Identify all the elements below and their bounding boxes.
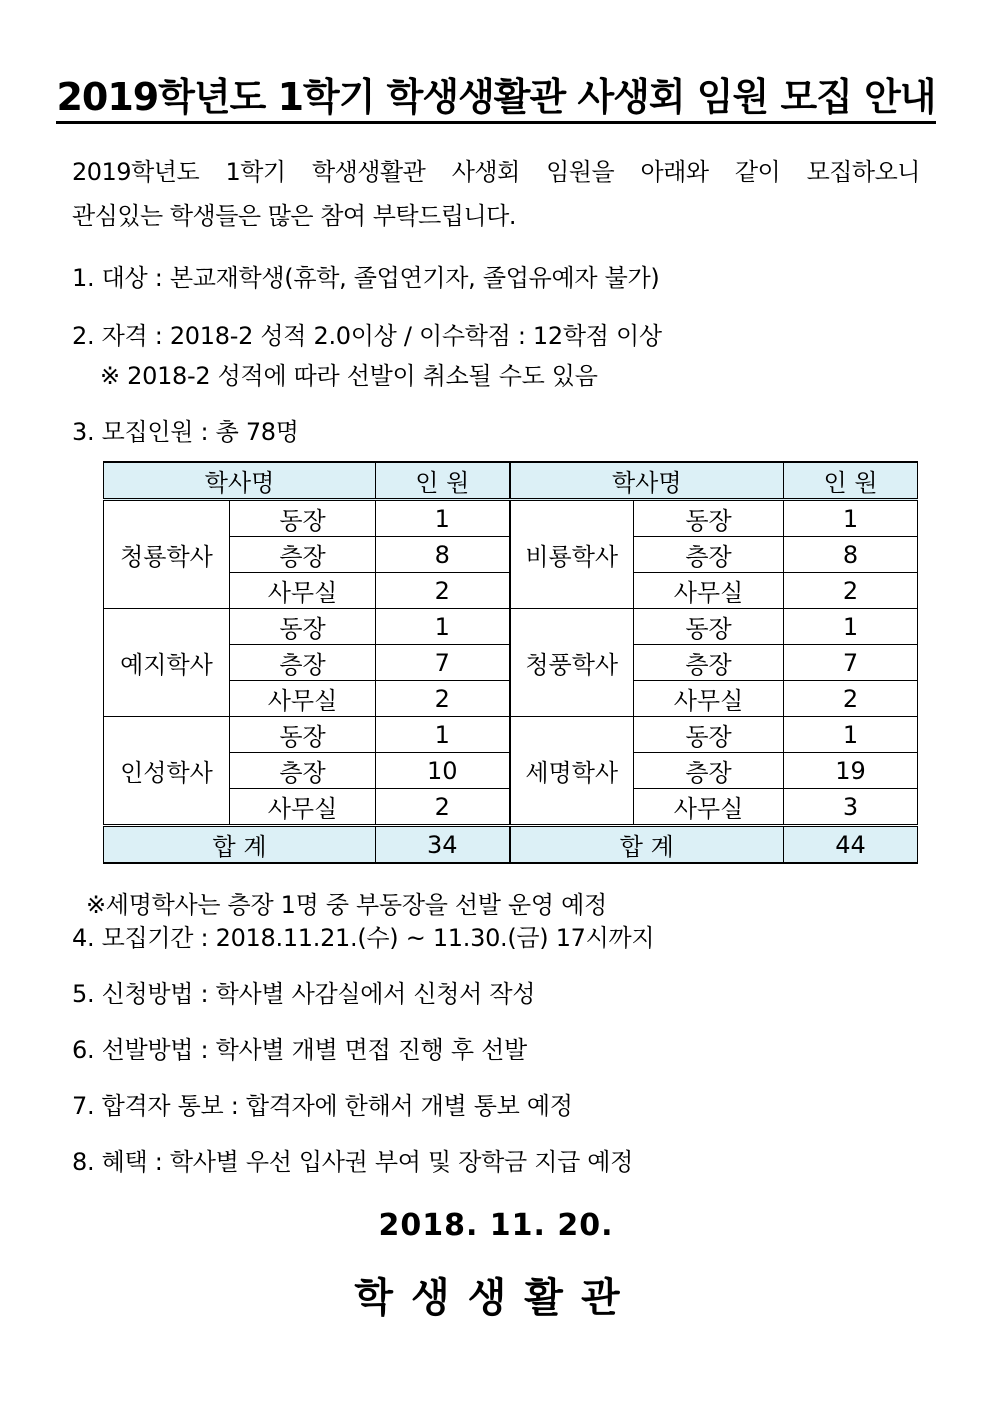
count-cell: 1 xyxy=(376,500,510,537)
count-cell: 7 xyxy=(784,645,918,681)
role-cell: 사무실 xyxy=(230,789,376,826)
table-row xyxy=(104,717,918,753)
table-total-row xyxy=(104,826,918,864)
role-cell: 층장 xyxy=(230,753,376,789)
count-cell: 2 xyxy=(376,573,510,609)
count-cell: 1 xyxy=(784,717,918,753)
count-cell: 2 xyxy=(376,789,510,826)
role-cell: 동장 xyxy=(634,717,784,753)
count-cell: 1 xyxy=(376,717,510,753)
dorm-name: 청룡학사 xyxy=(104,500,230,609)
count-cell: 3 xyxy=(784,789,918,826)
count-cell: 1 xyxy=(784,609,918,645)
title-text: 2019학년도 1학기 학생생활관 사생회 임원 모집 안내 xyxy=(56,75,935,124)
header-count-left: 인 원 xyxy=(376,462,510,500)
count-cell: 2 xyxy=(376,681,510,717)
dorm-name: 세명학사 xyxy=(510,717,634,826)
notice-date: 2018. 11. 20. xyxy=(378,1208,614,1243)
role-cell: 동장 xyxy=(634,500,784,537)
header-dorm-left: 학사명 xyxy=(104,462,376,500)
item-qualification: 2. 자격 : 2018-2 성적 2.0이상 / 이수학점 : 12학점 이상 xyxy=(72,322,662,350)
dorm-name: 청풍학사 xyxy=(510,609,634,717)
dorm-name: 예지학사 xyxy=(104,609,230,717)
total-label-left: 합 계 xyxy=(104,826,376,864)
count-cell: 2 xyxy=(784,573,918,609)
count-cell: 7 xyxy=(376,645,510,681)
item-recruit-count: 3. 모집인원 : 총 78명 xyxy=(72,418,299,446)
total-value-right: 44 xyxy=(784,826,918,864)
role-cell: 동장 xyxy=(230,717,376,753)
count-cell: 1 xyxy=(784,500,918,537)
role-cell: 동장 xyxy=(230,609,376,645)
total-label-right: 합 계 xyxy=(510,826,784,864)
table-header-row xyxy=(104,462,918,500)
header-dorm-right: 학사명 xyxy=(510,462,784,500)
role-cell: 층장 xyxy=(230,645,376,681)
intro-paragraph xyxy=(72,150,920,238)
item-notification: 7. 합격자 통보 : 합격자에 한해서 개별 통보 예정 xyxy=(72,1092,573,1120)
role-cell: 층장 xyxy=(634,645,784,681)
role-cell: 층장 xyxy=(634,537,784,573)
item-benefits: 8. 혜택 : 학사별 우선 입사권 부여 및 장학금 지급 예정 xyxy=(72,1148,634,1176)
role-cell: 사무실 xyxy=(634,681,784,717)
item-target: 1. 대상 : 본교재학생(휴학, 졸업연기자, 졸업유예자 불가) xyxy=(72,264,660,292)
dorm-name: 인성학사 xyxy=(104,717,230,826)
intro-line-1: 2019학년도 1학기 학생생활관 사생회 임원을 아래와 같이 모집하오니 xyxy=(72,158,920,186)
total-value-left: 34 xyxy=(376,826,510,864)
count-cell: 8 xyxy=(784,537,918,573)
item-period: 4. 모집기간 : 2018.11.21.(수) ~ 11.30.(금) 17시까지 xyxy=(72,924,655,952)
item-apply-method: 5. 신청방법 : 학사별 사감실에서 신청서 작성 xyxy=(72,980,536,1008)
role-cell: 사무실 xyxy=(634,573,784,609)
recruitment-table xyxy=(103,461,918,864)
dorm-name: 비룡학사 xyxy=(510,500,634,609)
role-cell: 사무실 xyxy=(634,789,784,826)
role-cell: 층장 xyxy=(634,753,784,789)
count-cell: 8 xyxy=(376,537,510,573)
item-selection-method: 6. 선발방법 : 학사별 개별 면접 진행 후 선발 xyxy=(72,1036,527,1064)
intro-line-2: 관심있는 학생들은 많은 참여 부탁드립니다. xyxy=(72,202,516,230)
table-row xyxy=(104,609,918,645)
count-cell: 2 xyxy=(784,681,918,717)
issuing-organization: 학생생활관 xyxy=(354,1275,638,1321)
role-cell: 동장 xyxy=(230,500,376,537)
header-count-right: 인 원 xyxy=(784,462,918,500)
page-title xyxy=(0,66,992,121)
table-note: ※세명학사는 층장 1명 중 부동장을 선발 운영 예정 xyxy=(86,891,607,919)
count-cell: 10 xyxy=(376,753,510,789)
count-cell: 19 xyxy=(784,753,918,789)
table-row xyxy=(104,500,918,537)
role-cell: 사무실 xyxy=(230,681,376,717)
count-cell: 1 xyxy=(376,609,510,645)
role-cell: 동장 xyxy=(634,609,784,645)
role-cell: 사무실 xyxy=(230,573,376,609)
qualification-note: ※ 2018-2 성적에 따라 선발이 취소될 수도 있음 xyxy=(100,362,598,390)
role-cell: 층장 xyxy=(230,537,376,573)
